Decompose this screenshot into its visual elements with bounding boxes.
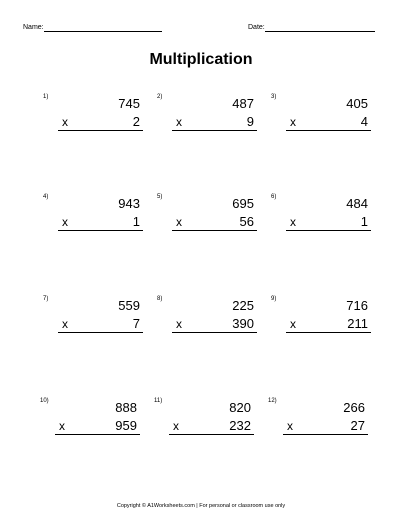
- name-label: Name:: [23, 24, 44, 31]
- problem-11: [154, 397, 254, 457]
- name-field: [23, 23, 162, 32]
- multiply-sign: x: [62, 215, 68, 229]
- problem-number: 2): [157, 94, 163, 100]
- top-operand: 484: [346, 196, 368, 211]
- answer-line: [286, 230, 371, 231]
- problem-number: 8): [157, 296, 163, 302]
- bottom-operand: 7: [132, 316, 140, 331]
- problem-3: [271, 93, 371, 153]
- multiply-sign: x: [62, 115, 68, 129]
- multiply-sign: x: [176, 317, 182, 331]
- answer-line: [172, 230, 257, 231]
- problem-number: 5): [157, 194, 163, 200]
- date-blank-line: [265, 24, 375, 32]
- problem-number: 4): [43, 194, 49, 200]
- problem-number: 9): [271, 296, 277, 302]
- answer-line: [169, 434, 254, 435]
- bottom-operand: 211: [347, 316, 368, 331]
- problem-number: 3): [271, 94, 277, 100]
- date-field: [248, 23, 375, 32]
- problem-number: 6): [271, 194, 277, 200]
- answer-line: [58, 230, 143, 231]
- problem-7: [43, 295, 143, 355]
- problem-number: 7): [43, 296, 49, 302]
- multiply-sign: x: [176, 115, 182, 129]
- top-operand: 745: [118, 96, 140, 111]
- top-operand: 266: [343, 400, 365, 415]
- problem-number: 10): [40, 398, 49, 404]
- answer-line: [55, 434, 140, 435]
- bottom-operand: 232: [229, 418, 251, 433]
- top-operand: 225: [232, 298, 254, 313]
- multiply-sign: x: [290, 215, 296, 229]
- answer-line: [286, 332, 371, 333]
- multiply-sign: x: [59, 419, 65, 433]
- bottom-operand: 27: [350, 418, 365, 433]
- multiply-sign: x: [290, 317, 296, 331]
- multiply-sign: x: [176, 215, 182, 229]
- answer-line: [286, 130, 371, 131]
- multiply-sign: x: [290, 115, 296, 129]
- problem-10: [40, 397, 140, 457]
- problem-5: [157, 193, 257, 253]
- name-blank-line: [44, 24, 162, 32]
- bottom-operand: 9: [246, 114, 254, 129]
- problem-8: [157, 295, 257, 355]
- problem-1: [43, 93, 143, 153]
- answer-line: [58, 332, 143, 333]
- problem-2: [157, 93, 257, 153]
- top-operand: 559: [118, 298, 140, 313]
- top-operand: 695: [232, 196, 254, 211]
- answer-line: [172, 130, 257, 131]
- multiply-sign: x: [62, 317, 68, 331]
- date-label: Date:: [248, 24, 265, 31]
- bottom-operand: 2: [132, 114, 140, 129]
- top-operand: 716: [346, 298, 368, 313]
- bottom-operand: 56: [239, 214, 254, 229]
- bottom-operand: 390: [232, 316, 254, 331]
- problem-9: [271, 295, 371, 355]
- copyright-footer: Copyright © A1Worksheets.com | For personal or classroom use only: [116, 503, 286, 509]
- problem-6: [271, 193, 371, 253]
- answer-line: [283, 434, 368, 435]
- top-operand: 405: [346, 96, 368, 111]
- problem-12: [268, 397, 368, 457]
- bottom-operand: 959: [115, 418, 137, 433]
- top-operand: 943: [118, 196, 140, 211]
- top-operand: 888: [115, 400, 137, 415]
- problem-number: 12): [268, 398, 277, 404]
- multiply-sign: x: [173, 419, 179, 433]
- worksheet-title: Multiplication: [149, 51, 253, 68]
- answer-line: [172, 332, 257, 333]
- problem-4: [43, 193, 143, 253]
- bottom-operand: 4: [360, 114, 368, 129]
- problem-number: 11): [154, 398, 163, 404]
- top-operand: 487: [232, 96, 254, 111]
- problem-number: 1): [43, 94, 49, 100]
- multiply-sign: x: [287, 419, 293, 433]
- answer-line: [58, 130, 143, 131]
- bottom-operand: 1: [360, 214, 368, 229]
- bottom-operand: 1: [132, 214, 140, 229]
- top-operand: 820: [229, 400, 251, 415]
